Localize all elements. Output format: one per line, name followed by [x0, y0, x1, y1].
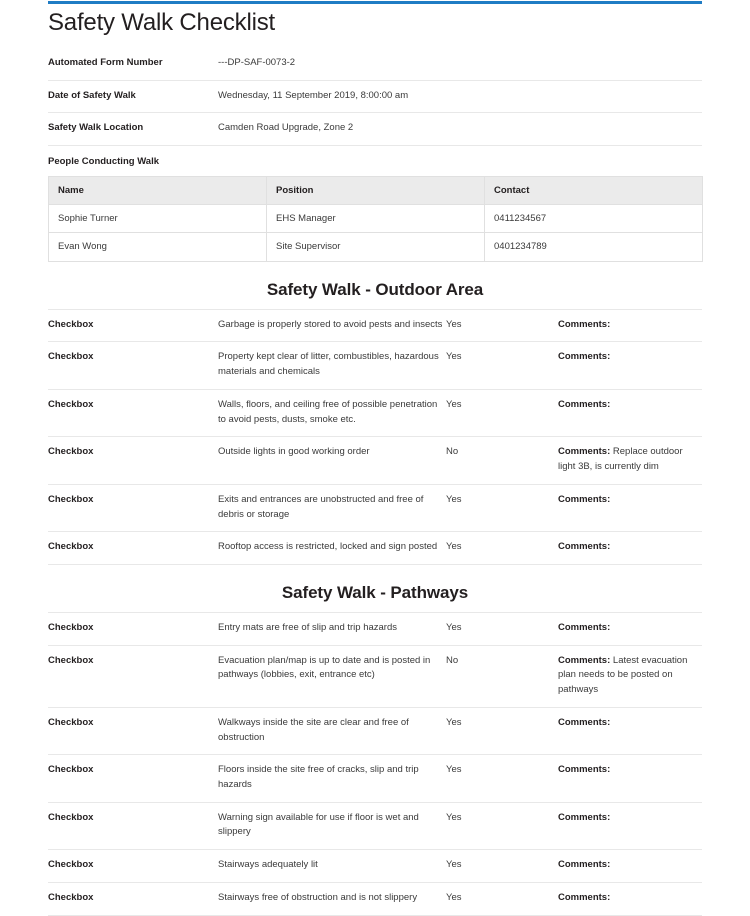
checkbox-control-label[interactable]: Checkbox [48, 351, 94, 363]
comments-label: Comments: [558, 764, 611, 776]
checklist-item-description: Stairways free of obstruction and is not slippery [218, 891, 418, 903]
checkbox-control-label[interactable]: Checkbox [48, 654, 94, 666]
table-row [49, 205, 703, 233]
checklist-item-description: Entry mats are free of slip and trip hazards [218, 621, 397, 633]
checkbox-control-label[interactable]: Checkbox [48, 891, 94, 903]
checklist-item-answer[interactable]: Yes [446, 764, 462, 776]
checklist-table [48, 612, 702, 916]
checkbox-control-label[interactable]: Checkbox [48, 493, 94, 505]
comments-label: Comments: [558, 859, 611, 871]
checkbox-control-label[interactable]: Checkbox [48, 621, 94, 633]
form-meta-label: Safety Walk Location [48, 122, 144, 134]
checkbox-control-label[interactable]: Checkbox [48, 398, 94, 410]
people-section-label: People Conducting Walk [48, 156, 160, 168]
checklist-item-description: Stairways adequately lit [218, 859, 318, 871]
checklist-row [48, 707, 702, 754]
comments-label: Comments: [558, 654, 611, 666]
checklist-row [48, 389, 702, 436]
checklist-item-answer[interactable]: Yes [446, 716, 462, 728]
comments-label: Comments: [558, 621, 611, 633]
checklist-item-comments[interactable] [558, 802, 702, 849]
checklist-item-answer[interactable]: Yes [446, 891, 462, 903]
checklist-item-description: Garbage is properly stored to avoid pests and insects [218, 318, 443, 330]
checklist-item-comments[interactable] [558, 309, 702, 342]
people-table-column-header: Position [267, 176, 485, 204]
checklist-item-answer[interactable]: Yes [446, 493, 462, 505]
checklist-row [48, 612, 702, 645]
people-section-label-row [48, 146, 702, 176]
page-title: Safety Walk Checklist [48, 9, 275, 36]
checklist-item-answer[interactable]: Yes [446, 859, 462, 871]
checkbox-control-label[interactable]: Checkbox [48, 859, 94, 871]
checkbox-control-label[interactable]: Checkbox [48, 716, 94, 728]
form-meta-label: Automated Form Number [48, 57, 163, 68]
table-cell: EHS Manager [267, 205, 485, 233]
checklist-item-comments[interactable] [558, 755, 702, 802]
checklist-item-answer[interactable]: Yes [446, 318, 462, 330]
checklist-item-answer[interactable]: Yes [446, 541, 462, 553]
checklist-item-description: Property kept clear of litter, combustibles, hazardous materials and chemicals [218, 351, 439, 378]
people-table-header-row [49, 176, 703, 204]
people-table-head [49, 176, 703, 204]
checklist-item-answer[interactable]: Yes [446, 621, 462, 633]
comments-label: Comments: [558, 351, 611, 363]
form-meta-value: ---DP-SAF-0073-2 [218, 57, 296, 68]
comments-value: Latest evacuation plan needs to be posted on pathways [558, 654, 688, 696]
comments-label: Comments: [558, 541, 611, 553]
table-row [49, 233, 703, 261]
comments-label: Comments: [558, 446, 611, 458]
checklist-item-comments[interactable] [558, 612, 702, 645]
checklist-item-comments[interactable] [558, 882, 702, 915]
checklist-row [48, 802, 702, 849]
checkbox-control-label[interactable]: Checkbox [48, 811, 94, 823]
checklist-item-comments[interactable] [558, 484, 702, 531]
section-heading: Safety Walk - Pathways [281, 582, 469, 602]
form-meta-row [48, 48, 702, 80]
comments-label: Comments: [558, 398, 611, 410]
checklist-item-description: Walkways inside the site are clear and free of obstruction [218, 716, 409, 743]
comments-label: Comments: [558, 493, 611, 505]
section-heading: Safety Walk - Outdoor Area [266, 279, 484, 299]
checklist-item-comments[interactable] [558, 850, 702, 883]
table-cell: 0401234789 [485, 233, 703, 261]
people-table-column-header: Contact [485, 176, 703, 204]
checklist-sections [48, 280, 702, 916]
checklist-row [48, 484, 702, 531]
people-conducting-walk-table [48, 176, 703, 262]
checklist-item-description: Exits and entrances are unobstructed and free of debris or storage [218, 493, 424, 520]
people-table-body [49, 205, 703, 262]
checklist-item-description: Warning sign available for use if floor is wet and slippery [218, 811, 419, 838]
checkbox-control-label[interactable]: Checkbox [48, 318, 94, 330]
comments-label: Comments: [558, 716, 611, 728]
checklist-item-answer[interactable]: Yes [446, 811, 462, 823]
form-meta-row [48, 80, 702, 113]
checklist-item-comments[interactable] [558, 532, 702, 565]
checklist-item-description: Outside lights in good working order [218, 446, 370, 458]
form-meta-body [48, 48, 702, 176]
form-meta-value: Wednesday, 11 September 2019, 8:00:00 am [218, 89, 409, 101]
checklist-row [48, 342, 702, 389]
checklist-row [48, 437, 702, 484]
form-meta-value: Camden Road Upgrade, Zone 2 [218, 122, 354, 134]
checkbox-control-label[interactable]: Checkbox [48, 764, 94, 776]
checklist-row [48, 755, 702, 802]
checklist-item-comments[interactable] [558, 437, 702, 484]
checklist-item-answer[interactable]: No [446, 654, 459, 666]
header-accent-rule [48, 1, 702, 4]
checklist-item-comments[interactable] [558, 342, 702, 389]
checkbox-control-label[interactable]: Checkbox [48, 541, 94, 553]
checklist-item-comments[interactable] [558, 389, 702, 436]
checklist-row [48, 532, 702, 565]
checklist-item-answer[interactable]: Yes [446, 351, 462, 363]
form-meta-table [48, 48, 702, 176]
checklist-item-answer[interactable]: Yes [446, 398, 462, 410]
checklist-item-answer[interactable]: No [446, 446, 459, 458]
form-meta-label: Date of Safety Walk [48, 89, 136, 101]
table-cell: Site Supervisor [267, 233, 485, 261]
people-table-column-header: Name [49, 176, 267, 204]
checklist-row [48, 882, 702, 915]
comments-label: Comments: [558, 318, 611, 330]
checklist-item-comments[interactable] [558, 707, 702, 754]
checklist-row [48, 850, 702, 883]
checklist-row [48, 645, 702, 707]
checklist-item-description: Rooftop access is restricted, locked and sign posted [218, 541, 438, 553]
checklist-item-description: Walls, floors, and ceiling free of possible penetration to avoid pests, dusts, smoke etc. [218, 398, 438, 425]
table-cell: Evan Wong [49, 233, 267, 261]
comments-label: Comments: [558, 811, 611, 823]
checklist-row [48, 309, 702, 342]
checklist-item-description: Evacuation plan/map is up to date and is posted in pathways (lobbies, exit, entrance etc) [218, 654, 431, 681]
comments-label: Comments: [558, 891, 611, 903]
table-cell: Sophie Turner [49, 205, 267, 233]
checklist-table [48, 309, 702, 565]
checklist-item-description: Floors inside the site free of cracks, slip and trip hazards [218, 764, 419, 790]
form-meta-row [48, 113, 702, 146]
checkbox-control-label[interactable]: Checkbox [48, 446, 94, 458]
comments-value: Replace outdoor light 3B, is currently dim [558, 446, 683, 473]
table-cell: 0411234567 [485, 205, 703, 233]
checklist-item-comments[interactable] [558, 645, 702, 707]
